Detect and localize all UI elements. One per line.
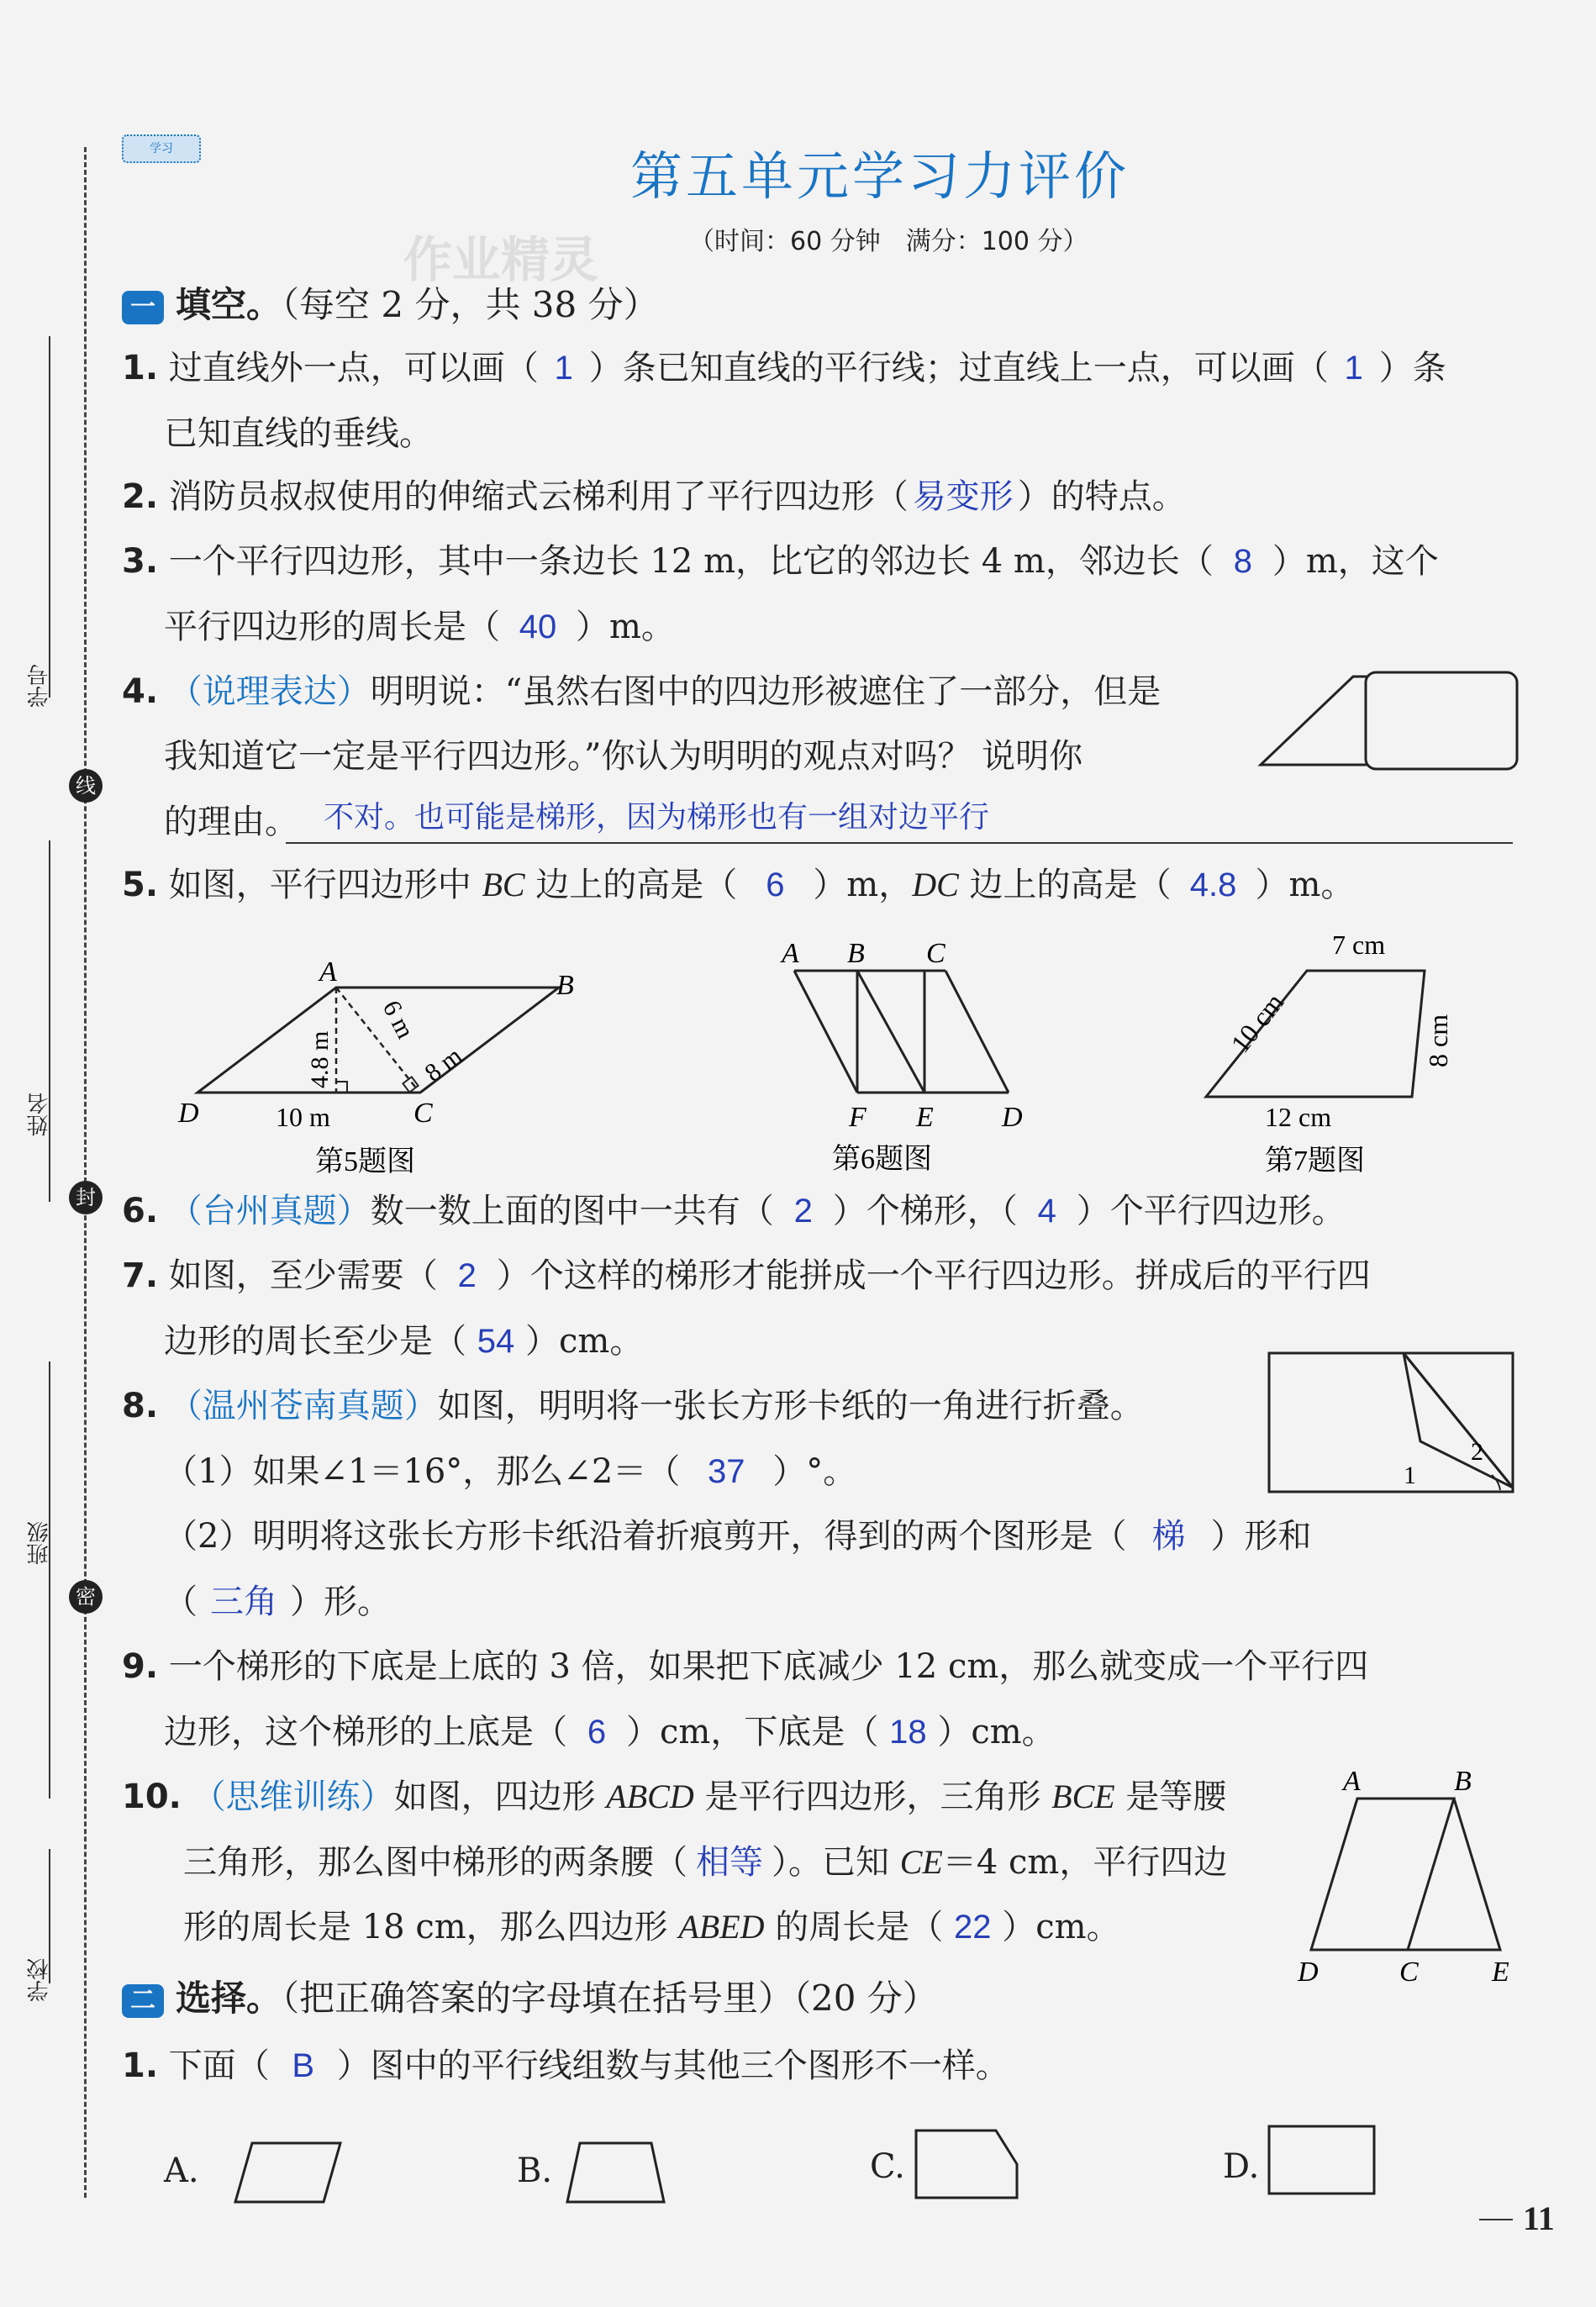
q6-answer-2[interactable]: 4: [1037, 1193, 1056, 1230]
q6-answer-1[interactable]: 2: [793, 1193, 813, 1230]
q8-text-a: 如图，明明将一张长方形卡纸的一角进行折叠。: [437, 1387, 1144, 1425]
q4-answer-line[interactable]: [286, 842, 1513, 844]
fig6-label-C: C: [926, 938, 945, 969]
q8-part2-line2: [164, 1578, 391, 1625]
q10-parallelogram-abcd: [1311, 1799, 1454, 1950]
page-number: 11: [1523, 2199, 1555, 2237]
q8-p2-text-d: ）形。: [290, 1583, 391, 1621]
page-subtitle: （时间：60 分钟 满分：100 分）: [689, 227, 1088, 256]
q10-text-c: 是等腰: [1114, 1778, 1227, 1816]
q8-crease: [1404, 1353, 1513, 1488]
q7-line2: [164, 1318, 643, 1365]
c1-line: [122, 2042, 1009, 2089]
q3-text-a: 一个平行四边形，其中一条边长 12 m，比它的邻边长 4 m，邻边长（: [168, 542, 1214, 581]
q10-text-d: 三角形，那么图中梯形的两条腰（: [183, 1843, 687, 1882]
q3-number: 3.: [122, 542, 159, 581]
fig5-label-A: A: [319, 956, 337, 988]
fig6-CD: [945, 971, 1009, 1093]
q10-line2: [183, 1839, 1227, 1886]
q3-text-d: ）m。: [576, 608, 675, 646]
q10-abed: ABED: [678, 1908, 765, 1946]
q8-tag: （温州苍南真题）: [168, 1387, 438, 1425]
q10-text-a: 如图，四边形: [393, 1778, 607, 1816]
q9-number: 9.: [122, 1647, 159, 1686]
q8-angle-1: 1: [1404, 1462, 1416, 1489]
q10-text-g: 形的周长是 18 cm，那么四边形: [183, 1908, 679, 1946]
fig5-right-angle-1: [336, 1082, 347, 1093]
c1-option-c-label[interactable]: C.: [870, 2147, 905, 2186]
q10-text-h: 的周长是（: [764, 1908, 944, 1946]
q10-abcd: ABCD: [606, 1778, 694, 1815]
c1-option-b-label[interactable]: B.: [517, 2152, 553, 2190]
q1-line2: 已知直线的垂线。: [164, 414, 433, 453]
fig5-label-8m: 8 m: [419, 1041, 467, 1088]
q3-text-b: ）m，这个: [1272, 542, 1439, 581]
c1-option-d-shape: [1265, 2118, 1383, 2202]
c1-option-a-label[interactable]: A.: [164, 2152, 199, 2190]
fig6-label-E: E: [916, 1102, 934, 1133]
q1-text-c: ）条: [1378, 349, 1446, 387]
q10-bce: BCE: [1051, 1778, 1115, 1815]
q7-text-a: 如图，至少需要（: [168, 1256, 438, 1295]
q1-answer-2[interactable]: 1: [1344, 350, 1363, 387]
figure-5: [168, 945, 605, 1189]
fig5-label-6m: 6 m: [377, 996, 419, 1044]
q3-line2: [164, 603, 675, 650]
c1-option-c-shape: [912, 2122, 1030, 2206]
name-label: 姓名: [27, 1093, 52, 1136]
q10-line3: [183, 1904, 1120, 1951]
figure-6: [765, 929, 1051, 1189]
fig5-parallelogram: [198, 988, 559, 1093]
fig6-label-D: D: [1002, 1102, 1023, 1133]
q5-text-c: ）m，: [813, 866, 913, 904]
q7-text-c: 边形的周长至少是（: [164, 1322, 466, 1361]
q9-answer-1[interactable]: 6: [587, 1714, 607, 1751]
q4-number: 4.: [122, 672, 159, 711]
q8-p1-text-b: ）°。: [772, 1452, 857, 1491]
q10-text-f: ＝4 cm，平行四边: [942, 1843, 1228, 1882]
fig5-caption: 第5题图: [315, 1146, 415, 1177]
q6-line: [122, 1188, 1346, 1235]
q4-line1: [122, 668, 1161, 715]
q6-text-c: ）个平行四边形。: [1076, 1192, 1346, 1230]
fig5-label-10m: 10 m: [276, 1102, 330, 1132]
fig5-label-C: C: [413, 1098, 433, 1129]
q5-text-a: 如图，平行四边形中: [168, 866, 482, 904]
fig5-label-h: 4.8 m: [306, 1030, 334, 1088]
q8-answer-3[interactable]: 三角: [210, 1583, 277, 1620]
section-2-rule: （把正确答案的字母填在括号里）（20 分）: [282, 1978, 938, 2019]
binding-dashed-line: [84, 147, 87, 2198]
footer-rule: [1479, 2219, 1513, 2220]
q9-text-a: 一个梯形的下底是上底的 3 倍，如果把下底减少 12 cm，那么就变成一个平行四: [168, 1647, 1369, 1686]
q5-dc: DC: [912, 866, 959, 903]
q7-answer-1[interactable]: 2: [457, 1257, 477, 1294]
fig6-label-A: A: [782, 938, 799, 969]
fig5-label-B: B: [556, 970, 574, 1001]
section-2-title: 选择。: [176, 1978, 282, 2019]
q10-line1: [122, 1773, 1226, 1820]
q7-line1: [122, 1252, 1371, 1299]
fig7-label-right: 8 cm: [1423, 1014, 1453, 1067]
fig6-BE: [857, 971, 924, 1093]
q9-text-b: 边形，这个梯形的上底是（: [164, 1713, 567, 1751]
q4-tag: （说理表达）: [168, 672, 371, 711]
seal-circle-seal: 封: [69, 1181, 103, 1214]
q5-line: [122, 861, 1354, 909]
fig7-caption: 第7题图: [1265, 1146, 1365, 1177]
section-1-badge: 一: [122, 291, 164, 324]
q2-number: 2.: [122, 477, 159, 516]
q6-text-b: ）个梯形，（: [832, 1192, 1018, 1230]
q6-tag: （台州真题）: [168, 1192, 371, 1230]
q4-line3: [164, 798, 298, 845]
q8-p2-text-c: （: [164, 1583, 198, 1621]
q10-answer-2[interactable]: 22: [954, 1909, 992, 1946]
q5-text-d: 边上的高是（: [958, 866, 1172, 904]
logo: 学习: [122, 134, 201, 163]
class-label: 班级: [27, 1521, 52, 1565]
fig7-label-bottom: 12 cm: [1265, 1102, 1332, 1132]
q2-line: [122, 473, 1186, 520]
watermark: 作业精灵: [403, 231, 599, 288]
q5-number: 5.: [122, 866, 159, 904]
q9-line2: [164, 1709, 1056, 1756]
q8-line1: [122, 1383, 1144, 1430]
q3-answer-2[interactable]: 40: [519, 608, 557, 645]
q10-triangle-side: [1408, 1799, 1500, 1950]
fig6-label-F: F: [849, 1102, 866, 1133]
seal-circle-secret: 密: [69, 1580, 103, 1614]
q10-label-C: C: [1399, 1957, 1419, 1988]
q8-p1-text-a: （1）如果∠1＝16°，那么∠2＝（: [164, 1452, 681, 1491]
q10-number: 10.: [122, 1778, 182, 1816]
section-1-heading: [122, 282, 659, 329]
fig5-label-D: D: [178, 1098, 199, 1129]
q8-p2-text-b: ）形和: [1210, 1517, 1312, 1556]
q1-number: 1.: [122, 349, 159, 387]
q8-answer-1[interactable]: 37: [708, 1453, 745, 1490]
q2-text-a: 消防员叔叔使用的伸缩式云梯利用了平行四边形（: [168, 477, 909, 516]
q10-tag: （思维训练）: [192, 1778, 394, 1816]
c1-number: 1.: [122, 2046, 159, 2085]
q9-text-c: ）cm，下底是（: [626, 1713, 879, 1751]
q4-quad-shape: [1261, 677, 1370, 765]
q6-number: 6.: [122, 1192, 159, 1230]
binding-line-3: [49, 1362, 50, 1799]
c1-option-a-shape: [214, 2131, 349, 2215]
q10-label-D: D: [1298, 1957, 1319, 1988]
q8-figure: [1265, 1349, 1517, 1496]
q1-text-a: 过直线外一点，可以画（: [168, 349, 539, 387]
fig5-right-angle-2: [403, 1077, 418, 1092]
q5-text-e: ）m。: [1255, 866, 1355, 904]
seal-circle-line: 线: [69, 769, 103, 803]
q4-answer[interactable]: 不对。也可能是梯形，因为梯形也有一组对边平行: [324, 800, 990, 835]
q4-text-3: 的理由。: [164, 803, 298, 841]
q10-text-e: ）。已知: [772, 1843, 900, 1882]
page-title: 第五单元学习力评价: [630, 145, 1130, 207]
q4-figure: [1252, 660, 1521, 777]
q3-answer-1[interactable]: 8: [1233, 543, 1252, 580]
q2-answer[interactable]: 易变形: [912, 478, 1014, 515]
q2-text-b: ）的特点。: [1017, 477, 1186, 516]
q1-text-b: ）条已知直线的平行线；过直线上一点，可以画（: [588, 349, 1329, 387]
q8-angle-2: 2: [1471, 1438, 1483, 1466]
section-2-heading: [122, 1975, 938, 2022]
q10-text-b: 是平行四边形，三角形: [693, 1778, 1052, 1816]
fig6-caption: 第6题图: [832, 1144, 932, 1175]
fig6-AF: [794, 971, 857, 1093]
c1-text-a: 下面（: [168, 2046, 270, 2085]
q7-text-b: ）个这样的梯形才能拼成一个平行四边形。拼成后的平行四: [496, 1256, 1371, 1295]
q8-card: [1269, 1353, 1513, 1492]
q8-part1: [164, 1448, 856, 1495]
q5-answer-1[interactable]: 6: [766, 866, 785, 903]
q3-text-c: 平行四边形的周长是（: [164, 608, 500, 646]
q7-answer-2[interactable]: 54: [477, 1323, 515, 1360]
q1-line1: [122, 345, 1446, 392]
q5-bc: BC: [482, 866, 525, 903]
q10-figure: [1286, 1761, 1530, 1988]
section-1-rule: （每空 2 分，共 38 分）: [282, 284, 659, 325]
q4-text-1: 明明说：“虽然右图中的四边形被遮住了一部分，但是: [370, 672, 1161, 711]
q4-line2: 我知道它一定是平行四边形。”你认为明明的观点对吗？ 说明你: [164, 737, 1083, 776]
q10-text-i: ）cm。: [1002, 1908, 1120, 1946]
q1-answer-1[interactable]: 1: [554, 350, 573, 387]
q9-line1: [122, 1643, 1368, 1690]
q8-number: 8.: [122, 1387, 159, 1425]
binding-line-2: [49, 840, 50, 1202]
q9-answer-2[interactable]: 18: [889, 1714, 927, 1751]
q10-label-B: B: [1454, 1766, 1472, 1797]
figure-7: [1177, 920, 1496, 1189]
fig6-label-B: B: [847, 938, 865, 969]
q7-text-d: ）cm。: [525, 1322, 644, 1361]
q8-part2-line1: [164, 1513, 1311, 1560]
q10-label-A: A: [1343, 1766, 1361, 1797]
q10-ce: CE: [899, 1843, 943, 1881]
q5-text-b: 边上的高是（: [524, 866, 738, 904]
c1-option-b-shape: [559, 2131, 677, 2215]
q3-line1: [122, 538, 1439, 585]
q4-cover-rect: [1366, 672, 1517, 769]
fig7-label-top: 7 cm: [1332, 930, 1386, 960]
q8-angle-arc: [1492, 1475, 1500, 1490]
binding-line-1: [49, 336, 50, 698]
section-2-badge: 二: [122, 1984, 164, 2018]
section-1-title: 填空。: [176, 284, 282, 325]
q8-p2-text-a: （2）明明将这张长方形卡纸沿着折痕剪开，得到的两个图形是（: [164, 1517, 1127, 1556]
fig7-label-left: 10 cm: [1225, 987, 1290, 1059]
student-id-label: 学号: [27, 664, 52, 708]
q7-number: 7.: [122, 1256, 159, 1295]
q6-text-a: 数一数上面的图中一共有（: [370, 1192, 774, 1230]
school-label: 学校: [27, 1958, 52, 2002]
c1-option-d-label[interactable]: D.: [1223, 2147, 1260, 2186]
q9-text-d: ）cm。: [937, 1713, 1056, 1751]
q10-answer-1[interactable]: 相等: [696, 1844, 763, 1881]
c1-answer[interactable]: B: [292, 2047, 315, 2084]
q10-label-E: E: [1492, 1957, 1509, 1988]
q5-answer-2[interactable]: 4.8: [1189, 866, 1237, 903]
q8-answer-2[interactable]: 梯: [1151, 1518, 1186, 1555]
c1-text-b: ）图中的平行线组数与其他三个图形不一样。: [336, 2046, 1009, 2085]
